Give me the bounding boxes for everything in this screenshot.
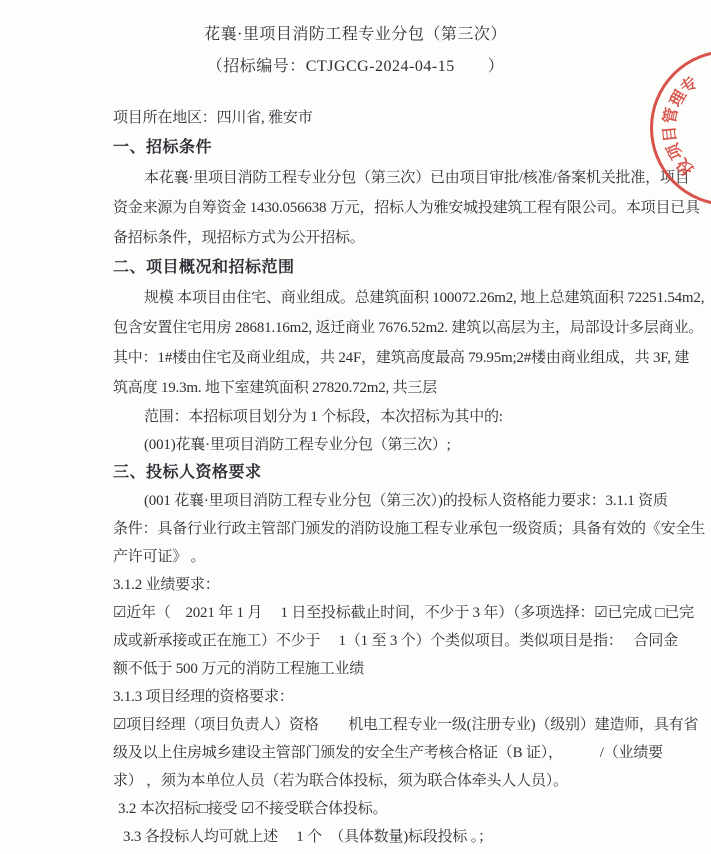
red-seal [640,40,711,210]
doc-line-location: 项目所在地区：四川省, 雅安市 [113,110,313,126]
seal-character: 目 [661,125,680,143]
doc-line: 本花襄·里项目消防工程专业分包（第三次）已由项目审批/核准/备案机关批准，项目 [144,170,690,186]
doc-line: 额不低于 500 万元的消防工程施工业绩 [113,661,365,677]
doc-line-checkbox: ☑项目经理（项目负责人）资格 机电工程专业一级(注册专业)（级别）建造师，具有省 [113,717,699,733]
seal-character: 专 [678,73,702,98]
tender-number: （招标编号：CTJGCG-2024-04-15 ） [206,58,505,75]
section-heading-2: 二、项目概况和招标范围 [113,259,295,276]
doc-title: 花襄·里项目消防工程专业分包（第三次） [204,26,507,43]
doc-line: 3.1.2 业绩要求： [113,577,220,593]
doc-line-checkboxes: 3.2 本次招标□接受 ☑不接受联合体投标。 [118,801,388,817]
seal-character: 管 [661,106,682,126]
doc-line: 包含安置住宅用房 28681.16m2, 返迁商业 7676.52m2. 建筑以高层为主，局部设计多层商业。 [113,320,704,336]
section-heading-3: 三、投标人资格要求 [113,464,262,481]
doc-line: (001)花襄·里项目消防工程专业分包（第三次）; [144,437,451,453]
seal-character: 项 [664,140,687,162]
doc-line-checkboxes: ☑近年（ 2021 年 1 月 1 日至投标截止时间，不少于 3 年）（多项选择：☑已完成 □已完 [113,605,694,621]
seal-character: 理 [667,87,690,110]
doc-line: 级及以上住房城乡建设主管部门颁发的安全生产考核合格证（B 证）， /（业绩要 [113,745,663,761]
section-heading-1: 一、招标条件 [113,139,213,156]
doc-line: 成或新承接或正在施工）不少于 1（1 至 3 个）个类似项目。类似项目是指： 合同金 [113,633,678,649]
seal-character: 投 [673,154,698,178]
doc-line: 产许可证》 。 [113,549,206,565]
doc-line: 3.3 各投标人均可就上述 1 个 （具体数量)标段投标 。； [123,829,493,845]
doc-line: 规模 本项目由住宅、商业组成。总建筑面积 100072.26m2, 地上总建筑面积 72251.54m2, [144,290,705,306]
doc-line: 资金来源为自筹资金 1430.056638 万元，招标人为雅安城投建筑工程有限公司。本项目已具 [113,200,700,216]
doc-line: 其中：1#楼由住宅及商业组成，共 24F，建筑高度最高 79.95m;2#楼由商业组成，共 3F, 建 [113,350,690,366]
doc-line: 条件：具备行业行政主管部门颁发的消防设施工程专业承包一级资质；具备有效的《安全生 [113,521,706,537]
seal-arc [650,50,711,206]
doc-line: 3.1.3 项目经理的资格要求： [113,689,294,705]
doc-line: (001 花襄·里项目消防工程专业分包（第三次）)的投标人资格能力要求：3.1.1 资质 [144,493,668,509]
doc-body [113,103,706,851]
doc-line: 备招标条件，现招标方式为公开招标。 [113,230,365,246]
doc-line: 范围：本招标项目划分为 1 个标段，本次招标为其中的: [144,409,503,425]
doc-line: 筑高度 19.3m. 地下室建筑面积 27820.72m2, 共三层 [113,380,438,396]
doc-line: 求） ，须为本单位人员（若为联合体投标，须为联合体牵头人人员）。 [113,773,568,789]
